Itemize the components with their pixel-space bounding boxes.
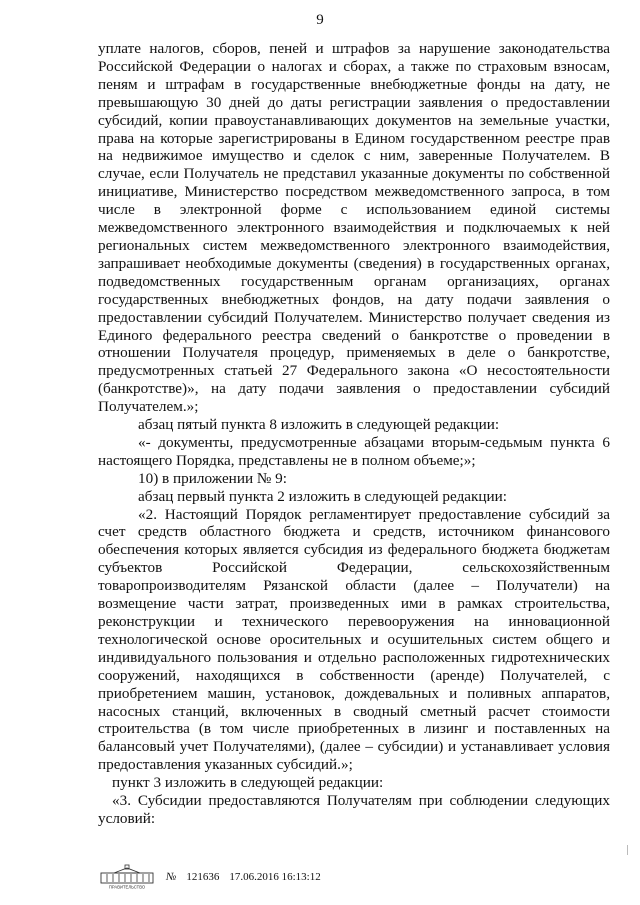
paragraph-appendix-item: 10) в приложении № 9: xyxy=(138,469,287,487)
paragraph-amendment-intro: абзац первый пункта 2 изложить в следующей редакции: xyxy=(138,487,508,505)
doc-timestamp: 17.06.2016 16:13:12 xyxy=(229,871,321,883)
paragraph-quoted-clause: «3. Субсидии предоставляются Получателям при соблюдении следующих условий: xyxy=(98,792,610,827)
paragraph-quoted-item: «- документы, предусмотренные абзацами вторым-седьмым пункта 6 настоящего Порядка, представлены не в полном объеме;»; xyxy=(98,433,610,469)
scan-mark xyxy=(627,845,632,855)
page-number: 9 xyxy=(316,12,324,28)
footer-logo-text: ПРАВИТЕЛЬСТВО xyxy=(108,884,146,890)
paragraph-amendment-intro: пункт 3 изложить в следующей редакции: xyxy=(112,774,384,792)
document-footer xyxy=(98,864,321,890)
paragraph-continuation: уплате налогов, сборов, пеней и штрафов за нарушение законодательства Российской Федерации о налогах и сборах, а также по страховым взносам, пеням и штрафам в государственные внебюджетные фонды на дату, не превышающую 30 дней до даты регистрации заявления о предоставлении субсидий, копии правоустанавливающих документов на земельные участки, права на которые зарегистрированы в Едином государственном реестре прав на недвижимое имущество и сделок с ним, заверенные Получателем. В случае, если Получатель не представил указанные документы по собственной инициативе, Министерство посредством межведомственного запроса, в том числе в электронной форме с использованием единой системы межведомственного электронного взаимодействия и подключаемых к ней региональных систем межведомственного электронного взаимодействия, запрашивает необходимые документы (сведения) в государственных органах, подведомственных государственным органам организациях, органах государственных внебюджетных фондов, на дату подачи заявления о предоставлении субсидий Получателем. Министерство получает сведения из Единого федерального реестра сведений о банкротстве о проведении в отношении Получателя процедур, применяемых в деле о банкротстве, предусмотренных статьей 27 Федерального закона «О несостоятельности (банкротстве)», на дату подачи заявления о предоставлении субсидий Получателем.»; xyxy=(98,40,610,416)
paragraph-quoted-clause: «2. Настоящий Порядок регламентирует предоставление субсидий за счет средств областного бюджета и средств, источником финансового обеспечения которых является субсидия из федерального бюджета бюджетам субъектов Российской Федерации, сельскохозяйственным товаропроизводителям Рязанской области (далее – Получатели) на возмещение части затрат, произведенных ими в рамках строительства, реконструкции и технического перевооружения на инновационной технологической основе оросительных и осушительных систем общего и индивидуального пользования и отдельно расположенных гидротехнических сооружений, находящихся в собственности (аренде) Получателей, с приобретением машин, установок, дождевальных и поливных аппаратов, насосных станций, включенных в сводный сметный расчет стоимости строительства (в том числе приобретенных в лизинг и поставленных на балансовый учет Получателями), (далее – субсидии) и устанавливает условия предоставления указанных субсидий.»; xyxy=(98,505,610,774)
doc-number-sign: № xyxy=(166,871,177,883)
government-building-icon xyxy=(98,864,156,890)
doc-number: 121636 xyxy=(186,871,220,883)
paragraph-amendment-intro: абзац пятый пункта 8 изложить в следующей редакции: xyxy=(138,416,500,434)
footer-meta xyxy=(166,871,321,883)
document-body xyxy=(98,40,610,828)
